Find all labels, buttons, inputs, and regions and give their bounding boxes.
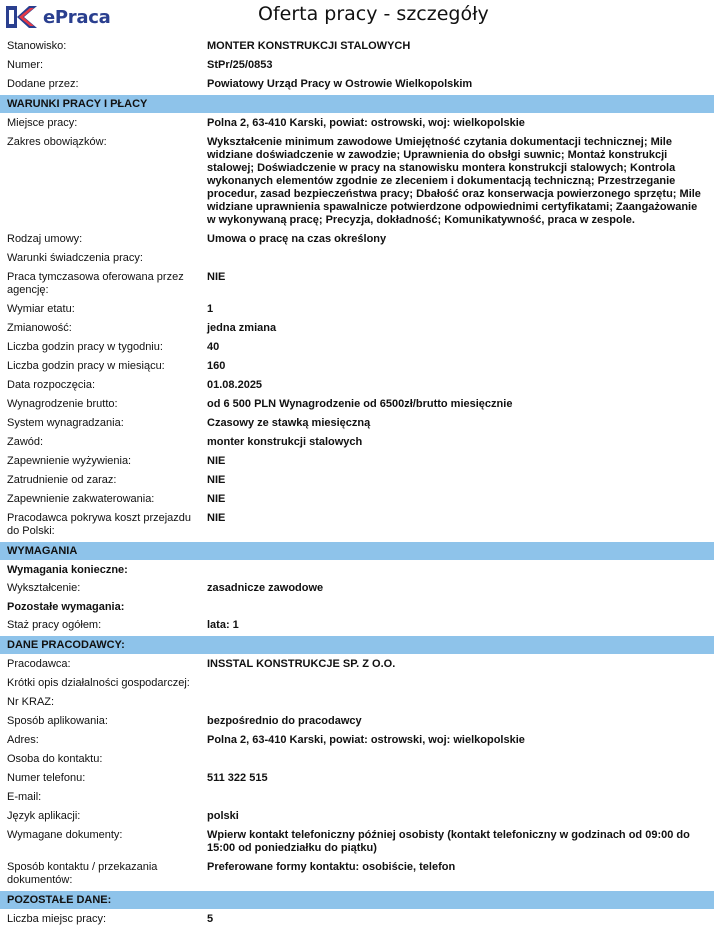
field-row-wymagane-dokumenty: [0, 826, 714, 858]
field-label: Zawód:: [7, 436, 44, 448]
field-label: Staż pracy ogółem:: [7, 619, 102, 631]
page-title: Oferta pracy - szczegóły: [258, 3, 489, 25]
field-row-pracodawca: [0, 655, 714, 674]
field-label: Pracodawca pokrywa koszt przejazdu do Polski:: [7, 512, 192, 537]
field-value: jedna zmiana: [207, 322, 277, 334]
field-value: NIE: [207, 271, 226, 283]
field-value: [207, 753, 714, 766]
field-label: Nr KRAZ:: [7, 696, 55, 708]
field-value: od 6 500 PLN Wynagrodzenie od 6500zł/brutto miesięcznie: [207, 398, 513, 410]
field-label: Dodane przez:: [7, 78, 79, 90]
field-label: Wykształcenie:: [7, 582, 81, 594]
field-label: Adres:: [7, 734, 39, 746]
field-label: Sposób aplikowania:: [7, 715, 108, 727]
field-value: 160: [207, 360, 226, 372]
field-row-wynagrodzenie-brutto: [0, 395, 714, 414]
logo[interactable]: [4, 3, 110, 31]
header: [0, 0, 714, 36]
field-row-nr-kraz: [0, 693, 714, 712]
field-label: Miejsce pracy:: [7, 117, 78, 129]
field-value: 40: [207, 341, 220, 353]
field-value: 1: [207, 303, 214, 315]
field-label: Zapewnienie wyżywienia:: [7, 455, 132, 467]
field-value: bezpośrednio do pracodawcy: [207, 715, 362, 727]
field-label: Numer:: [7, 59, 44, 71]
field-label: Numer telefonu:: [7, 772, 86, 784]
logo-text: ePraca: [43, 6, 111, 28]
field-value: 511 322 515: [207, 772, 268, 784]
field-value: Wykształcenie minimum zawodowe Umiejętność czytania dokumentacji technicznej; Mile widziane doświadczenie w zawodzie; Uprawnienia do obsłgi suwnic; Montaż konstrukcji stalowej; Doświadczenie w pracy na stanowisku montera konstrukcji stalowych; Kontrola wykonanych elementów zgodnie ze zleceniem i dokumentacją techniczną; Przestrzeganie procedur, zasad bezpieczeństwa pracy; Dbałość oraz konserwacja powierzonego sprzętu; Mile widziane uprawnienia spawalnicze potwierdzone odpowiednimi certyfikatami; Zaangażowanie w wykonywaną pracę; Precyzja, dokładność; Komunikatywność, praca w zespole.: [207, 136, 701, 226]
field-value: monter konstrukcji stalowych: [207, 436, 363, 448]
field-label: Zapewnienie zakwaterowania:: [7, 493, 155, 505]
field-label: Wymagane dokumenty:: [7, 829, 123, 841]
field-row-dodane-przez: [0, 75, 714, 94]
field-label: Liczba godzin pracy w tygodniu:: [7, 341, 163, 353]
field-row-jezyk-aplikacji: [0, 807, 714, 826]
field-label: Zatrudnienie od zaraz:: [7, 474, 117, 486]
field-row-warunki-swiadczenia-pracy: [0, 249, 714, 268]
field-label: Język aplikacji:: [7, 810, 81, 822]
field-value: MONTER KONSTRUKCJI STALOWYCH: [207, 40, 411, 52]
field-value: NIE: [207, 493, 226, 505]
field-label: Zakres obowiązków:: [7, 136, 107, 148]
field-label: Wynagrodzenie brutto:: [7, 398, 118, 410]
field-row-liczba-godzin-pracy-w-tygodniu: [0, 338, 714, 357]
subsection-header: Pozostałe wymagania:: [7, 601, 125, 613]
field-label: Sposób kontaktu / przekazania dokumentów:: [7, 861, 158, 886]
field-label: Osoba do kontaktu:: [7, 753, 103, 765]
field-row-e-mail: [0, 788, 714, 807]
field-row-stanowisko: [0, 37, 714, 56]
field-value: NIE: [207, 474, 226, 486]
field-row-liczba-miejsc-pracy: [0, 910, 714, 929]
field-value: Polna 2, 63-410 Karski, powiat: ostrowski, woj: wielkopolskie: [207, 117, 525, 129]
field-row-system-wynagradzania: [0, 414, 714, 433]
field-label: Liczba godzin pracy w miesiącu:: [7, 360, 165, 372]
field-row-numer-telefonu: [0, 769, 714, 788]
field-value: [207, 696, 714, 709]
field-row-data-rozpoczecia: [0, 376, 714, 395]
field-row-zapewnienie-wyzywienia: [0, 452, 714, 471]
field-row-staz-pracy-ogolem: [0, 616, 714, 635]
field-label: Liczba miejsc pracy:: [7, 913, 107, 925]
field-value: [207, 677, 714, 690]
field-row-numer: [0, 56, 714, 75]
field-value: 5: [207, 913, 214, 925]
field-row-krotki-opis-dzialalnosci-gospodarczej: [0, 674, 714, 693]
field-label: System wynagradzania:: [7, 417, 124, 429]
field-row-praca-tymczasowa-oferowana-przez-agencje: [0, 268, 714, 300]
epraca-logo-icon: [4, 3, 40, 31]
field-value: NIE: [207, 455, 226, 467]
field-row-sposob-aplikowania: [0, 712, 714, 731]
field-value: polski: [207, 810, 239, 822]
section-header: POZOSTAŁE DANE:: [0, 891, 714, 909]
field-value: Powiatowy Urząd Pracy w Ostrowie Wielkopolskim: [207, 78, 473, 90]
section-header: DANE PRACODAWCY:: [0, 636, 714, 654]
field-row-wyksztalcenie: [0, 579, 714, 598]
field-row-rodzaj-umowy: [0, 230, 714, 249]
field-value: StPr/25/0853: [207, 59, 273, 71]
field-row-zakres-obowiazkow: [0, 133, 714, 230]
field-label: Rodzaj umowy:: [7, 233, 83, 245]
field-value: Polna 2, 63-410 Karski, powiat: ostrowski, woj: wielkopolskie: [207, 734, 525, 746]
field-row-wymiar-etatu: [0, 300, 714, 319]
field-row-pracodawca-pokrywa-koszt-przejazdu-do-polski: [0, 509, 714, 541]
field-row-zatrudnienie-od-zaraz: [0, 471, 714, 490]
offer-details: [0, 37, 714, 929]
field-row-zmianowosc: [0, 319, 714, 338]
field-row-sposob-kontaktu-przekazania-dokumentow: [0, 858, 714, 890]
field-label: Warunki świadczenia pracy:: [7, 252, 143, 264]
field-row-zapewnienie-zakwaterowania: [0, 490, 714, 509]
field-value: INSSTAL KONSTRUKCJE SP. Z O.O.: [207, 658, 396, 670]
field-value: Umowa o pracę na czas określony: [207, 233, 387, 245]
field-label: Krótki opis działalności gospodarczej:: [7, 677, 190, 689]
field-value: 01.08.2025: [207, 379, 263, 391]
field-label: Stanowisko:: [7, 40, 67, 52]
field-value: NIE: [207, 512, 226, 524]
field-value: [207, 791, 714, 804]
field-label: Praca tymczasowa oferowana przez agencję:: [7, 271, 184, 296]
section-header: WARUNKI PRACY I PŁACY: [0, 95, 714, 113]
field-value: zasadnicze zawodowe: [207, 582, 324, 594]
section-header: WYMAGANIA: [0, 542, 714, 560]
field-row-miejsce-pracy: [0, 114, 714, 133]
field-row-adres: [0, 731, 714, 750]
subsection-header: Wymagania konieczne:: [7, 564, 128, 576]
field-value: lata: 1: [207, 619, 239, 631]
field-value: [207, 252, 714, 265]
field-row-liczba-godzin-pracy-w-miesiacu: [0, 357, 714, 376]
field-label: Pracodawca:: [7, 658, 71, 670]
field-label: E-mail:: [7, 791, 42, 803]
field-row-osoba-do-kontaktu: [0, 750, 714, 769]
field-label: Zmianowość:: [7, 322, 72, 334]
field-label: Wymiar etatu:: [7, 303, 75, 315]
field-row-zawod: [0, 433, 714, 452]
field-value: Czasowy ze stawką miesięczną: [207, 417, 371, 429]
field-value: Wpierw kontakt telefoniczny później osobisty (kontakt telefoniczny w godzinach od 09:00 do 15:00 od poniedziałku do piątku): [207, 829, 690, 854]
field-value: Preferowane formy kontaktu: osobiście, telefon: [207, 861, 456, 873]
field-label: Data rozpoczęcia:: [7, 379, 96, 391]
